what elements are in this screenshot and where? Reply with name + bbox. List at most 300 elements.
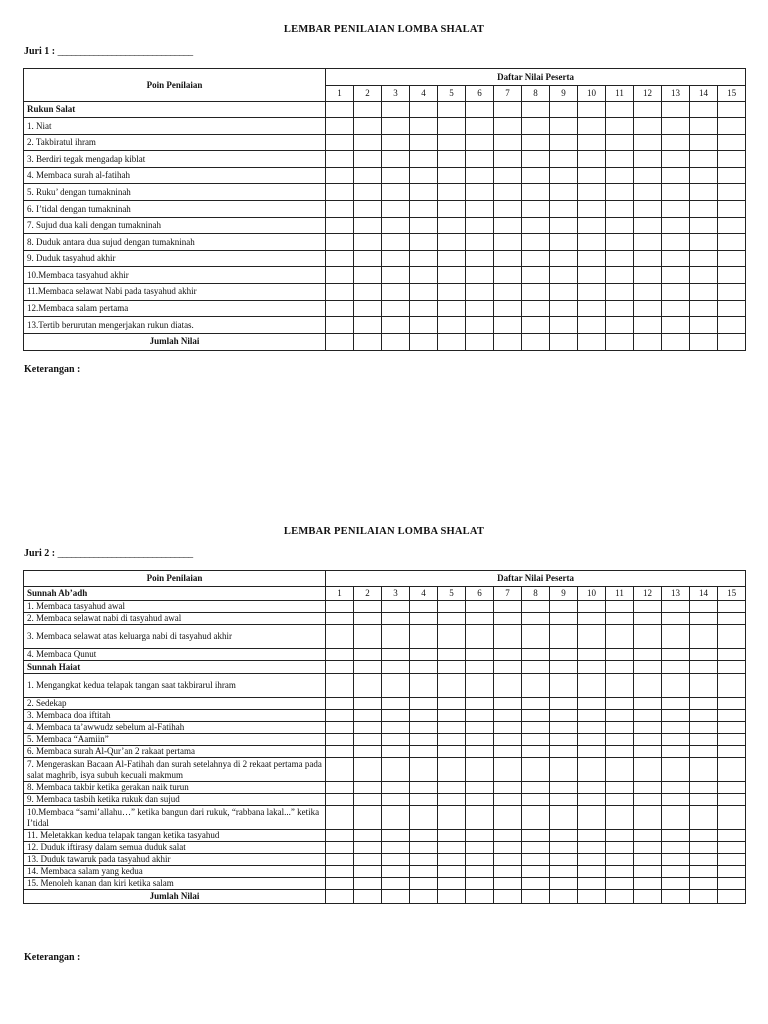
score-cell[interactable]: [438, 333, 466, 350]
score-cell[interactable]: [522, 317, 550, 334]
score-cell[interactable]: [326, 674, 354, 698]
score-cell[interactable]: [550, 267, 578, 284]
score-cell[interactable]: [494, 151, 522, 168]
score-cell[interactable]: [606, 134, 634, 151]
score-cell[interactable]: [662, 782, 690, 794]
score-cell[interactable]: [382, 661, 410, 674]
score-cell[interactable]: [634, 151, 662, 168]
score-cell[interactable]: [494, 842, 522, 854]
score-cell[interactable]: [466, 613, 494, 625]
score-cell[interactable]: [606, 167, 634, 184]
score-cell[interactable]: [326, 746, 354, 758]
score-cell[interactable]: [438, 250, 466, 267]
score-cell[interactable]: [466, 890, 494, 904]
score-cell[interactable]: [578, 625, 606, 649]
score-cell[interactable]: [326, 878, 354, 890]
score-cell[interactable]: [550, 734, 578, 746]
score-cell[interactable]: [438, 782, 466, 794]
score-cell[interactable]: [382, 890, 410, 904]
score-cell[interactable]: [522, 854, 550, 866]
score-cell[interactable]: [718, 806, 746, 830]
score-cell[interactable]: [718, 613, 746, 625]
score-cell[interactable]: [634, 746, 662, 758]
score-cell[interactable]: [606, 794, 634, 806]
score-cell[interactable]: [410, 866, 438, 878]
score-cell[interactable]: [522, 758, 550, 782]
score-cell[interactable]: [662, 830, 690, 842]
score-cell[interactable]: [522, 746, 550, 758]
score-cell[interactable]: [438, 722, 466, 734]
score-cell[interactable]: [550, 649, 578, 661]
score-cell[interactable]: [662, 794, 690, 806]
score-cell[interactable]: [382, 317, 410, 334]
judge-name-line[interactable]: ______________________________: [57, 46, 193, 57]
score-cell[interactable]: [494, 806, 522, 830]
score-cell[interactable]: [718, 842, 746, 854]
score-cell[interactable]: [466, 722, 494, 734]
score-cell[interactable]: [522, 613, 550, 625]
score-cell[interactable]: [354, 102, 382, 118]
score-cell[interactable]: [606, 854, 634, 866]
score-cell[interactable]: [634, 118, 662, 135]
score-cell[interactable]: [326, 661, 354, 674]
score-cell[interactable]: [578, 890, 606, 904]
score-cell[interactable]: [634, 782, 662, 794]
score-cell[interactable]: [466, 734, 494, 746]
score-cell[interactable]: [326, 250, 354, 267]
score-cell[interactable]: [578, 151, 606, 168]
score-cell[interactable]: [494, 267, 522, 284]
score-cell[interactable]: [690, 794, 718, 806]
score-cell[interactable]: [354, 234, 382, 251]
score-cell[interactable]: [382, 300, 410, 317]
score-cell[interactable]: [550, 806, 578, 830]
score-cell[interactable]: [718, 151, 746, 168]
score-cell[interactable]: [522, 890, 550, 904]
score-cell[interactable]: [382, 782, 410, 794]
score-cell[interactable]: [466, 806, 494, 830]
score-cell[interactable]: [438, 102, 466, 118]
score-cell[interactable]: [466, 217, 494, 234]
score-cell[interactable]: [522, 333, 550, 350]
score-cell[interactable]: [438, 758, 466, 782]
score-cell[interactable]: [634, 601, 662, 613]
score-cell[interactable]: [550, 283, 578, 300]
score-cell[interactable]: [494, 300, 522, 317]
score-cell[interactable]: [606, 250, 634, 267]
score-cell[interactable]: [606, 806, 634, 830]
score-cell[interactable]: [718, 698, 746, 710]
score-cell[interactable]: [718, 118, 746, 135]
score-cell[interactable]: [634, 758, 662, 782]
score-cell[interactable]: [662, 674, 690, 698]
score-cell[interactable]: [690, 698, 718, 710]
score-cell[interactable]: [550, 613, 578, 625]
score-cell[interactable]: [550, 710, 578, 722]
score-cell[interactable]: [410, 625, 438, 649]
score-cell[interactable]: [634, 698, 662, 710]
score-cell[interactable]: [438, 854, 466, 866]
score-cell[interactable]: [410, 674, 438, 698]
score-cell[interactable]: [662, 167, 690, 184]
score-cell[interactable]: [438, 613, 466, 625]
score-cell[interactable]: [550, 698, 578, 710]
score-cell[interactable]: [550, 890, 578, 904]
score-cell[interactable]: [494, 625, 522, 649]
score-cell[interactable]: [494, 878, 522, 890]
score-cell[interactable]: [718, 167, 746, 184]
score-cell[interactable]: [410, 710, 438, 722]
score-cell[interactable]: [326, 890, 354, 904]
score-cell[interactable]: [522, 625, 550, 649]
score-cell[interactable]: [606, 842, 634, 854]
score-cell[interactable]: [662, 649, 690, 661]
score-cell[interactable]: [354, 758, 382, 782]
score-cell[interactable]: [410, 134, 438, 151]
score-cell[interactable]: [550, 758, 578, 782]
score-cell[interactable]: [410, 613, 438, 625]
score-cell[interactable]: [690, 734, 718, 746]
score-cell[interactable]: [494, 746, 522, 758]
score-cell[interactable]: [438, 878, 466, 890]
score-cell[interactable]: [438, 661, 466, 674]
score-cell[interactable]: [718, 854, 746, 866]
score-cell[interactable]: [382, 333, 410, 350]
score-cell[interactable]: [718, 234, 746, 251]
score-cell[interactable]: [662, 613, 690, 625]
score-cell[interactable]: [718, 217, 746, 234]
score-cell[interactable]: [662, 333, 690, 350]
score-cell[interactable]: [354, 625, 382, 649]
score-cell[interactable]: [494, 184, 522, 201]
score-cell[interactable]: [382, 601, 410, 613]
score-cell[interactable]: [718, 661, 746, 674]
score-cell[interactable]: [578, 842, 606, 854]
score-cell[interactable]: [466, 866, 494, 878]
score-cell[interactable]: [466, 234, 494, 251]
score-cell[interactable]: [354, 854, 382, 866]
score-cell[interactable]: [354, 806, 382, 830]
score-cell[interactable]: [690, 649, 718, 661]
score-cell[interactable]: [494, 830, 522, 842]
score-cell[interactable]: [326, 333, 354, 350]
score-cell[interactable]: [466, 758, 494, 782]
score-cell[interactable]: [410, 806, 438, 830]
score-cell[interactable]: [326, 698, 354, 710]
score-cell[interactable]: [690, 746, 718, 758]
score-cell[interactable]: [382, 878, 410, 890]
score-cell[interactable]: [606, 283, 634, 300]
score-cell[interactable]: [550, 151, 578, 168]
score-cell[interactable]: [410, 661, 438, 674]
score-cell[interactable]: [606, 200, 634, 217]
score-cell[interactable]: [326, 317, 354, 334]
score-cell[interactable]: [634, 300, 662, 317]
score-cell[interactable]: [606, 118, 634, 135]
score-cell[interactable]: [662, 746, 690, 758]
score-cell[interactable]: [410, 300, 438, 317]
score-cell[interactable]: [326, 625, 354, 649]
score-cell[interactable]: [690, 333, 718, 350]
score-cell[interactable]: [410, 333, 438, 350]
score-cell[interactable]: [326, 200, 354, 217]
score-cell[interactable]: [662, 601, 690, 613]
score-cell[interactable]: [410, 118, 438, 135]
score-cell[interactable]: [718, 794, 746, 806]
score-cell[interactable]: [382, 167, 410, 184]
score-cell[interactable]: [354, 601, 382, 613]
score-cell[interactable]: [578, 234, 606, 251]
score-cell[interactable]: [354, 267, 382, 284]
score-cell[interactable]: [326, 217, 354, 234]
score-cell[interactable]: [354, 167, 382, 184]
score-cell[interactable]: [522, 217, 550, 234]
score-cell[interactable]: [718, 300, 746, 317]
score-cell[interactable]: [326, 118, 354, 135]
score-cell[interactable]: [550, 722, 578, 734]
score-cell[interactable]: [690, 267, 718, 284]
score-cell[interactable]: [410, 184, 438, 201]
score-cell[interactable]: [522, 649, 550, 661]
score-cell[interactable]: [662, 842, 690, 854]
score-cell[interactable]: [438, 601, 466, 613]
score-cell[interactable]: [354, 333, 382, 350]
score-cell[interactable]: [690, 830, 718, 842]
score-cell[interactable]: [438, 234, 466, 251]
score-cell[interactable]: [662, 300, 690, 317]
score-cell[interactable]: [606, 661, 634, 674]
score-cell[interactable]: [662, 698, 690, 710]
score-cell[interactable]: [550, 674, 578, 698]
score-cell[interactable]: [634, 734, 662, 746]
score-cell[interactable]: [634, 283, 662, 300]
score-cell[interactable]: [438, 890, 466, 904]
score-cell[interactable]: [382, 267, 410, 284]
score-cell[interactable]: [494, 601, 522, 613]
score-cell[interactable]: [718, 200, 746, 217]
score-cell[interactable]: [494, 283, 522, 300]
score-cell[interactable]: [466, 601, 494, 613]
score-cell[interactable]: [466, 625, 494, 649]
score-cell[interactable]: [550, 134, 578, 151]
score-cell[interactable]: [690, 184, 718, 201]
score-cell[interactable]: [550, 317, 578, 334]
score-cell[interactable]: [578, 217, 606, 234]
score-cell[interactable]: [690, 151, 718, 168]
score-cell[interactable]: [690, 842, 718, 854]
score-cell[interactable]: [522, 830, 550, 842]
score-cell[interactable]: [522, 866, 550, 878]
score-cell[interactable]: [662, 758, 690, 782]
score-cell[interactable]: [326, 854, 354, 866]
score-cell[interactable]: [606, 830, 634, 842]
score-cell[interactable]: [326, 151, 354, 168]
score-cell[interactable]: [522, 234, 550, 251]
score-cell[interactable]: [662, 661, 690, 674]
score-cell[interactable]: [354, 746, 382, 758]
score-cell[interactable]: [522, 151, 550, 168]
score-cell[interactable]: [550, 746, 578, 758]
score-cell[interactable]: [662, 184, 690, 201]
score-cell[interactable]: [606, 866, 634, 878]
score-cell[interactable]: [382, 806, 410, 830]
score-cell[interactable]: [410, 601, 438, 613]
score-cell[interactable]: [606, 267, 634, 284]
score-cell[interactable]: [354, 866, 382, 878]
score-cell[interactable]: [550, 866, 578, 878]
score-cell[interactable]: [494, 217, 522, 234]
score-cell[interactable]: [382, 134, 410, 151]
score-cell[interactable]: [326, 866, 354, 878]
score-cell[interactable]: [326, 300, 354, 317]
score-cell[interactable]: [550, 102, 578, 118]
score-cell[interactable]: [410, 267, 438, 284]
score-cell[interactable]: [690, 625, 718, 649]
score-cell[interactable]: [438, 806, 466, 830]
score-cell[interactable]: [382, 866, 410, 878]
score-cell[interactable]: [634, 267, 662, 284]
score-cell[interactable]: [466, 674, 494, 698]
score-cell[interactable]: [606, 698, 634, 710]
score-cell[interactable]: [438, 734, 466, 746]
score-cell[interactable]: [718, 746, 746, 758]
score-cell[interactable]: [494, 758, 522, 782]
score-cell[interactable]: [634, 649, 662, 661]
score-cell[interactable]: [690, 134, 718, 151]
score-cell[interactable]: [494, 102, 522, 118]
score-cell[interactable]: [382, 234, 410, 251]
score-cell[interactable]: [578, 710, 606, 722]
score-cell[interactable]: [690, 250, 718, 267]
score-cell[interactable]: [410, 758, 438, 782]
score-cell[interactable]: [326, 184, 354, 201]
score-cell[interactable]: [634, 710, 662, 722]
score-cell[interactable]: [466, 102, 494, 118]
score-cell[interactable]: [578, 102, 606, 118]
score-cell[interactable]: [550, 300, 578, 317]
score-cell[interactable]: [718, 134, 746, 151]
score-cell[interactable]: [634, 102, 662, 118]
score-cell[interactable]: [550, 234, 578, 251]
score-cell[interactable]: [606, 102, 634, 118]
score-cell[interactable]: [578, 746, 606, 758]
score-cell[interactable]: [354, 698, 382, 710]
score-cell[interactable]: [382, 151, 410, 168]
score-cell[interactable]: [326, 734, 354, 746]
score-cell[interactable]: [522, 200, 550, 217]
score-cell[interactable]: [494, 250, 522, 267]
score-cell[interactable]: [578, 200, 606, 217]
score-cell[interactable]: [466, 250, 494, 267]
score-cell[interactable]: [522, 283, 550, 300]
score-cell[interactable]: [382, 184, 410, 201]
score-cell[interactable]: [410, 102, 438, 118]
score-cell[interactable]: [410, 250, 438, 267]
score-cell[interactable]: [634, 167, 662, 184]
score-cell[interactable]: [466, 830, 494, 842]
score-cell[interactable]: [578, 649, 606, 661]
score-cell[interactable]: [438, 698, 466, 710]
score-cell[interactable]: [606, 734, 634, 746]
score-cell[interactable]: [494, 333, 522, 350]
score-cell[interactable]: [690, 217, 718, 234]
score-cell[interactable]: [578, 283, 606, 300]
score-cell[interactable]: [438, 151, 466, 168]
score-cell[interactable]: [550, 217, 578, 234]
score-cell[interactable]: [382, 649, 410, 661]
score-cell[interactable]: [522, 661, 550, 674]
score-cell[interactable]: [410, 649, 438, 661]
score-cell[interactable]: [438, 283, 466, 300]
score-cell[interactable]: [690, 317, 718, 334]
score-cell[interactable]: [494, 234, 522, 251]
score-cell[interactable]: [606, 151, 634, 168]
score-cell[interactable]: [354, 200, 382, 217]
score-cell[interactable]: [326, 649, 354, 661]
score-cell[interactable]: [466, 167, 494, 184]
score-cell[interactable]: [662, 854, 690, 866]
score-cell[interactable]: [382, 758, 410, 782]
score-cell[interactable]: [382, 842, 410, 854]
score-cell[interactable]: [690, 300, 718, 317]
score-cell[interactable]: [718, 866, 746, 878]
score-cell[interactable]: [382, 674, 410, 698]
score-cell[interactable]: [494, 674, 522, 698]
score-cell[interactable]: [634, 134, 662, 151]
score-cell[interactable]: [634, 250, 662, 267]
score-cell[interactable]: [690, 234, 718, 251]
score-cell[interactable]: [718, 601, 746, 613]
score-cell[interactable]: [326, 601, 354, 613]
score-cell[interactable]: [606, 710, 634, 722]
score-cell[interactable]: [466, 300, 494, 317]
score-cell[interactable]: [354, 890, 382, 904]
score-cell[interactable]: [354, 722, 382, 734]
score-cell[interactable]: [690, 758, 718, 782]
score-cell[interactable]: [410, 830, 438, 842]
score-cell[interactable]: [326, 842, 354, 854]
score-cell[interactable]: [718, 782, 746, 794]
score-cell[interactable]: [662, 234, 690, 251]
score-cell[interactable]: [634, 866, 662, 878]
score-cell[interactable]: [662, 806, 690, 830]
score-cell[interactable]: [690, 782, 718, 794]
score-cell[interactable]: [634, 234, 662, 251]
score-cell[interactable]: [718, 674, 746, 698]
score-cell[interactable]: [438, 794, 466, 806]
score-cell[interactable]: [522, 267, 550, 284]
score-cell[interactable]: [438, 866, 466, 878]
score-cell[interactable]: [578, 250, 606, 267]
score-cell[interactable]: [634, 613, 662, 625]
score-cell[interactable]: [466, 200, 494, 217]
score-cell[interactable]: [410, 317, 438, 334]
score-cell[interactable]: [578, 866, 606, 878]
score-cell[interactable]: [522, 134, 550, 151]
score-cell[interactable]: [690, 710, 718, 722]
score-cell[interactable]: [606, 722, 634, 734]
score-cell[interactable]: [494, 167, 522, 184]
score-cell[interactable]: [522, 250, 550, 267]
score-cell[interactable]: [410, 878, 438, 890]
score-cell[interactable]: [326, 283, 354, 300]
score-cell[interactable]: [522, 806, 550, 830]
score-cell[interactable]: [690, 601, 718, 613]
score-cell[interactable]: [354, 283, 382, 300]
score-cell[interactable]: [522, 698, 550, 710]
score-cell[interactable]: [718, 283, 746, 300]
score-cell[interactable]: [578, 613, 606, 625]
